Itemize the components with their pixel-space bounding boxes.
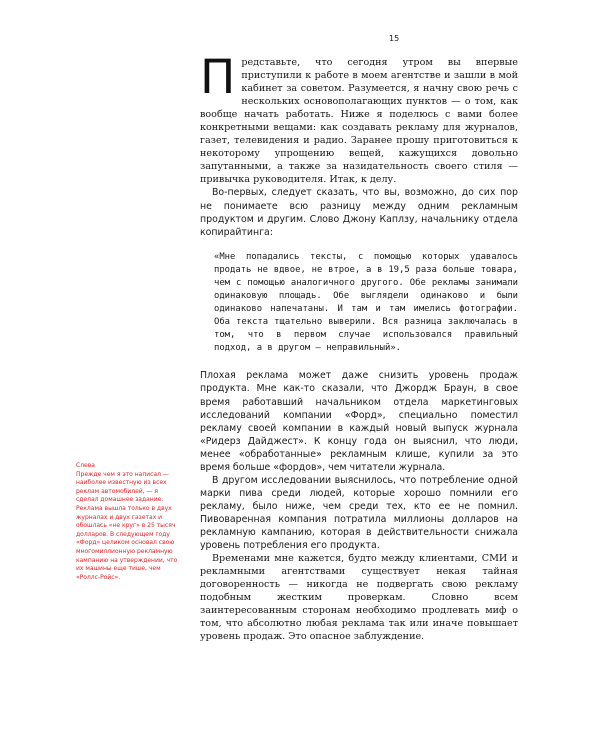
drop-cap: П xyxy=(200,50,236,105)
paragraph-bad-ads: Плохая реклама может даже снизить уровень продаж продукта. Мне как-то сказали, что Джордж Браун, в свое время работавший начальником отдела маркетинговых исследований компании «Форд», специально поместил рекламу своей компании в каждый новый выпуск журнала «Ридерз Дайджест». К концу года он выяснил, что люди, менее «обработанные» рекламным клише, купили за это время больше «фордов», чем читатели журнала. xyxy=(200,370,518,473)
paragraph-beer-study: В другом исследовании выяснилось, что потребление одной марки пива среди людей, которые хорошо помнили его рекламу, было ниже, чем среди тех, кто ее не помнил. Пивоваренная компания потратила миллионы долларов на рекламную кампанию, которая в действительности снижала уровень потребления его продукта. xyxy=(200,474,518,552)
page-number: 15 xyxy=(389,34,400,43)
sidenote-caption xyxy=(76,462,178,582)
paragraph-secret-agreement: Временами мне кажется, будто между клиентами, СМИ и рекламными агентствами существует некая тайная договоренность — никогда не подвергать свою рекламу подобным жестким проверкам. Словно всем заинтересованным сторонам необходимо продлевать миф о том, что абсолютно любая реклама так или иначе повышает уровень продаж. Это опасное заблуждение. xyxy=(200,553,518,643)
quote-block: «Мне попадались тексты, с помощью которых удавалось продать не вдвое, не втрое, а в 19,5 раза больше товара, чем с помощью аналогичного другого. Обе рекламы занимали одинаковую площадь. Обе выглядели одинаково и были одинаково напечатаны. И там и там имелись фотографии. Оба текста тщательно выверили. Вся разница заключалась в том, что в первом случае использовался правильный подход, а в другом — неправильный». xyxy=(214,251,518,354)
article-body xyxy=(200,50,518,643)
sidenote-text: Прежде чем я это написал — наиболее известную из всех реклам автомобилей, — я сделал домашнее задание. Реклама вышла только в двух журналах и двух газетах и обошлась «не круг» в 25 тысяч долларов. В следующем году «Форд» целиком основал свою многомиллионную рекламную кампанию на утверждении, что их машины еще тише, чем «Роллс-Ройс». xyxy=(76,470,178,581)
paragraph-difference: Во-первых, следует сказать, что вы, возможно, до сих пор не понимаете всю разницу между одним рекламным продуктом и другим. Слово Джону Каплзу, начальнику отдела копирайтинга: xyxy=(200,187,518,238)
intro-text: редставьте, что сегодня утром вы впервые приступили к работе в моем агентстве и зашли в мой кабинет за советом. Разумеется, я начну свою речь с нескольких основополагающих пунктов — о том, как вообще начать работать. Ниже я поделюсь с вами более конкретными вещами: как создавать рекламу для журналов, газет, телевидения и радио. Заранее прошу приготовиться к некоторому упрощению вещей, кажущихся довольно запутанными, а также за назидательность своего стиля — привычка руководителя. Итак, к делу. xyxy=(200,57,518,186)
sidenote-label: Слева xyxy=(76,462,95,469)
intro-paragraph xyxy=(200,50,518,186)
